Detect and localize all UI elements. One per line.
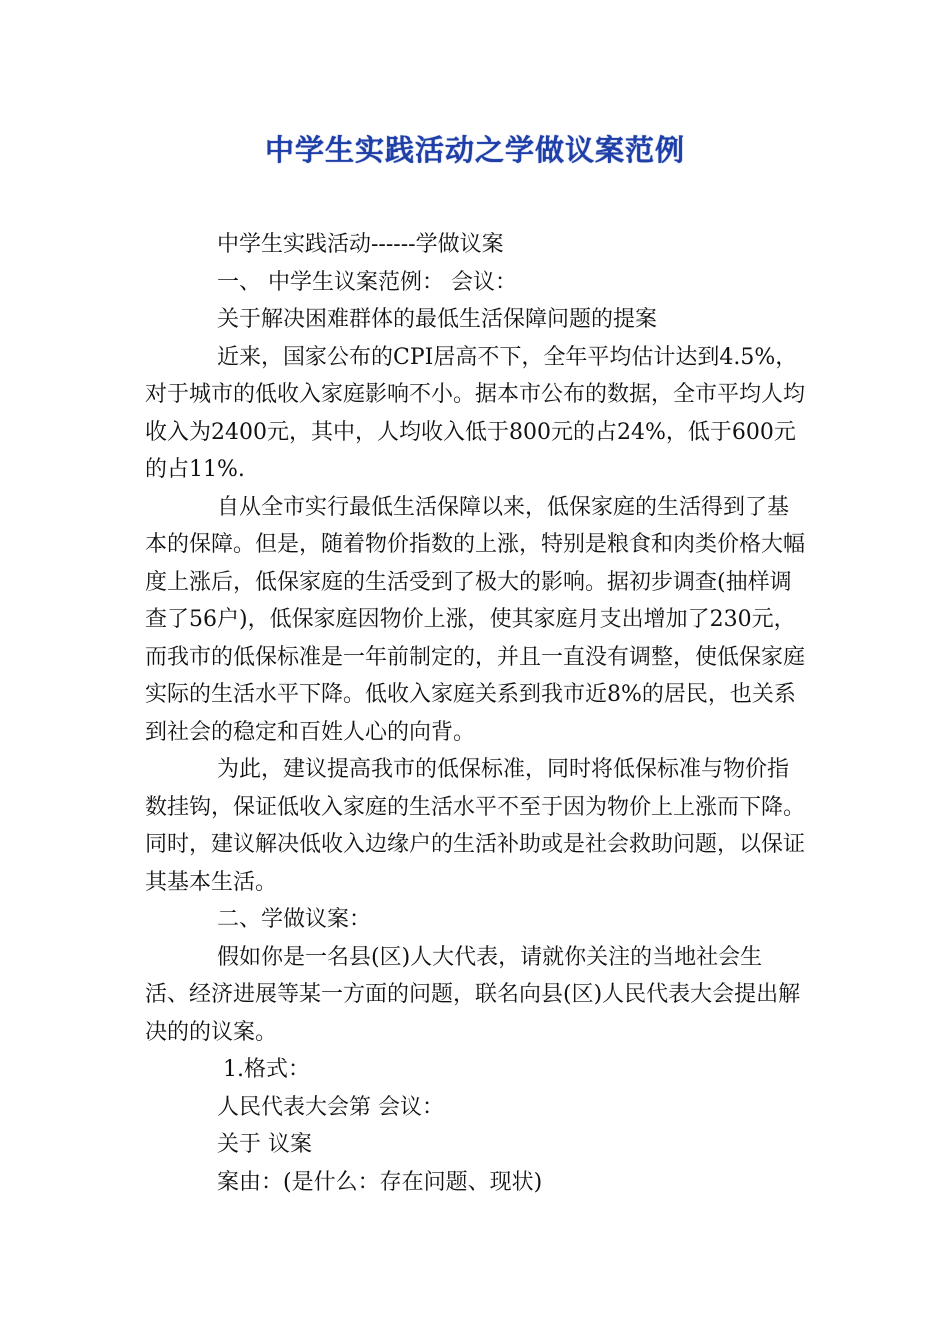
paragraph-low-income-impact: 自从全市实行最低生活保障以来，低保家庭的生活得到了基本的保障。但是，随着物价指数的上涨，特别是粮食和肉类价格大幅度上涨后，低保家庭的生活受到了极大的影响。据初步调查(抽样调查了56户)，低保家庭因物价上涨，使其家庭月支出增加了230元，而我市的低保标准是一年前制定的，并且一直没有调整，使低保家庭实际的生活水平下降。低收入家庭关系到我市近8%的居民，也关系到社会的稳定和百姓人心的向背。: [145, 494, 806, 745]
paragraph-format-reason: 案由：(是什么：存在问题、现状): [217, 1169, 543, 1195]
paragraph-assignment: 假如你是一名县(区)人大代表，请就你关注的当地社会生活、经济进展等某一方面的问题，联名向县(区)人民代表大会提出解决的的议案。: [145, 944, 801, 1045]
paragraph-section-one-heading: 一、 中学生议案范例： 会议：: [217, 269, 517, 295]
document-title: 中学生实践活动之学做议案范例: [264, 133, 685, 167]
paragraph-subtitle: 中学生实践活动------学做议案: [217, 232, 504, 257]
paragraph-section-two-heading: 二、学做议案：: [217, 907, 372, 932]
document-body: [145, 226, 805, 1201]
paragraph-proposal-title: 关于解决困难群体的最低生活保障问题的提案: [217, 307, 658, 332]
paragraph-format-congress: 人民代表大会第 会议：: [217, 1094, 444, 1120]
paragraph-format-about: 关于 议案: [217, 1132, 312, 1157]
paragraph-recommendation: 为此，建议提高我市的低保标准，同时将低保标准与物价指数挂钩，保证低收入家庭的生活水平不至于因为物价上上涨而下降。同时，建议解决低收入边缘户的生活补助或是社会救助问题，以保证其基本生活。: [145, 757, 806, 895]
paragraph-cpi-background: 近来，国家公布的CPI居高不下，全年平均估计达到4.5%，对于城市的低收入家庭影响不小。据本市公布的数据，全市平均人均收入为2400元，其中，人均收入低于800元的占24%，低于600元的占11%.: [145, 344, 806, 482]
paragraph-format-heading: 1.格式：: [223, 1057, 310, 1082]
